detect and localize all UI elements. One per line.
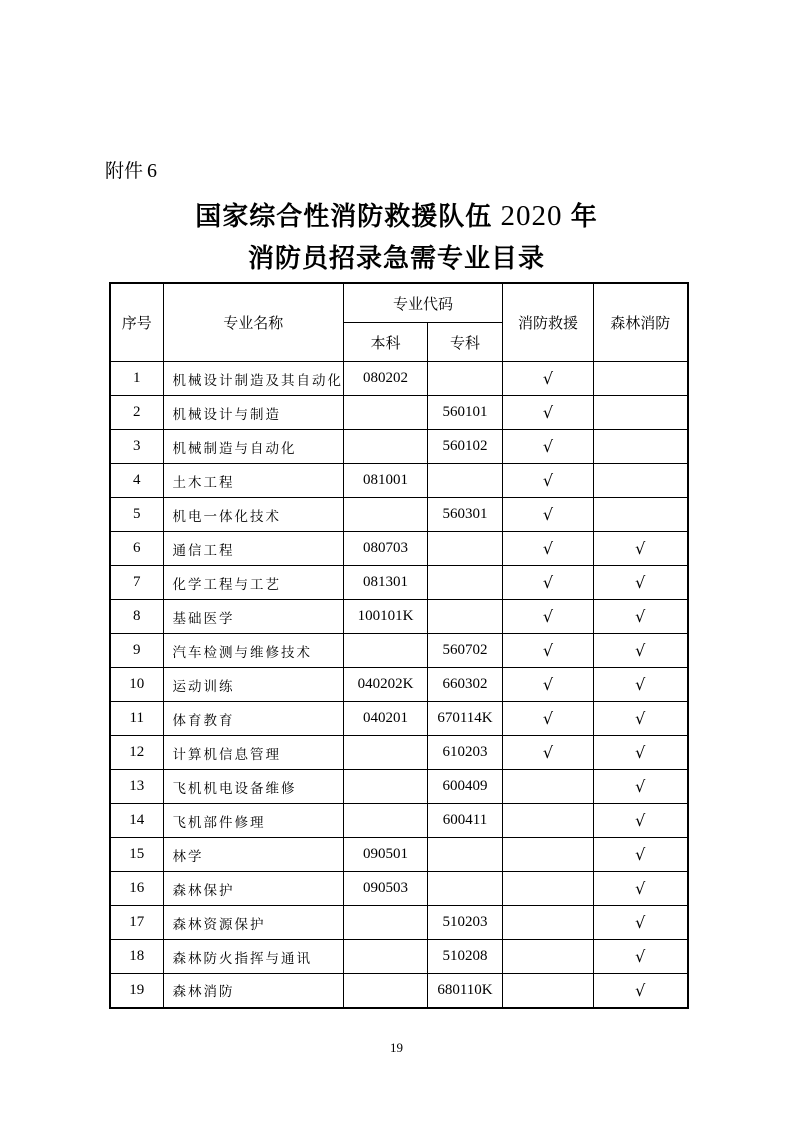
row-major-name: 森林资源保护	[163, 906, 344, 940]
row-bachelor-code: 090501	[344, 838, 428, 872]
row-bachelor-code: 090503	[344, 872, 428, 906]
row-bachelor-code: 080703	[344, 532, 428, 566]
row-associate-code: 610203	[428, 736, 503, 770]
header-major-code: 专业代码	[344, 283, 503, 323]
row-major-name: 机械制造与自动化	[163, 430, 344, 464]
row-forest-fire-check	[594, 498, 688, 532]
row-seq: 2	[110, 396, 163, 430]
table-row	[110, 872, 688, 906]
row-bachelor-code	[344, 498, 428, 532]
row-fire-rescue-check: √	[503, 668, 594, 702]
row-seq: 6	[110, 532, 163, 566]
row-associate-code	[428, 566, 503, 600]
row-fire-rescue-check	[503, 906, 594, 940]
row-bachelor-code: 100101K	[344, 600, 428, 634]
row-major-name: 化学工程与工艺	[163, 566, 344, 600]
row-seq: 5	[110, 498, 163, 532]
row-forest-fire-check: √	[594, 668, 688, 702]
row-bachelor-code	[344, 906, 428, 940]
table-row	[110, 804, 688, 838]
row-bachelor-code	[344, 634, 428, 668]
row-seq: 1	[110, 362, 163, 396]
row-fire-rescue-check: √	[503, 634, 594, 668]
table-row	[110, 430, 688, 464]
row-forest-fire-check	[594, 396, 688, 430]
header-fire-rescue: 消防救援	[503, 283, 594, 362]
row-fire-rescue-check: √	[503, 464, 594, 498]
row-associate-code	[428, 532, 503, 566]
row-major-name: 运动训练	[163, 668, 344, 702]
row-forest-fire-check: √	[594, 736, 688, 770]
table-row	[110, 770, 688, 804]
row-forest-fire-check: √	[594, 532, 688, 566]
row-forest-fire-check: √	[594, 804, 688, 838]
row-fire-rescue-check: √	[503, 396, 594, 430]
row-forest-fire-check: √	[594, 838, 688, 872]
row-major-name: 森林消防	[163, 974, 344, 1008]
row-fire-rescue-check	[503, 804, 594, 838]
header-associate: 专科	[428, 323, 503, 362]
row-forest-fire-check	[594, 362, 688, 396]
row-forest-fire-check: √	[594, 974, 688, 1008]
table-row	[110, 600, 688, 634]
row-major-name: 体育教育	[163, 702, 344, 736]
row-bachelor-code	[344, 736, 428, 770]
majors-table	[109, 282, 689, 1009]
row-associate-code: 600409	[428, 770, 503, 804]
header-seq: 序号	[110, 283, 163, 362]
row-bachelor-code: 040201	[344, 702, 428, 736]
table-row	[110, 940, 688, 974]
row-seq: 7	[110, 566, 163, 600]
table-row	[110, 362, 688, 396]
row-fire-rescue-check	[503, 974, 594, 1008]
row-bachelor-code	[344, 804, 428, 838]
row-associate-code: 510208	[428, 940, 503, 974]
row-forest-fire-check: √	[594, 872, 688, 906]
header-bachelor: 本科	[344, 323, 428, 362]
row-major-name: 飞机部件修理	[163, 804, 344, 838]
row-associate-code	[428, 872, 503, 906]
row-seq: 17	[110, 906, 163, 940]
row-major-name: 机械设计制造及其自动化	[163, 362, 344, 396]
row-major-name: 计算机信息管理	[163, 736, 344, 770]
row-forest-fire-check: √	[594, 940, 688, 974]
row-forest-fire-check: √	[594, 770, 688, 804]
title-suffix: 年	[570, 202, 598, 232]
title-prefix: 国家综合性消防救援队伍	[195, 202, 493, 232]
row-major-name: 森林保护	[163, 872, 344, 906]
row-forest-fire-check: √	[594, 600, 688, 634]
header-forest-fire: 森林消防	[594, 283, 688, 362]
row-associate-code: 560702	[428, 634, 503, 668]
row-bachelor-code	[344, 974, 428, 1008]
row-seq: 3	[110, 430, 163, 464]
row-fire-rescue-check: √	[503, 498, 594, 532]
row-bachelor-code: 081301	[344, 566, 428, 600]
row-seq: 10	[110, 668, 163, 702]
row-seq: 12	[110, 736, 163, 770]
row-fire-rescue-check	[503, 940, 594, 974]
row-associate-code	[428, 838, 503, 872]
row-associate-code: 660302	[428, 668, 503, 702]
row-major-name: 林学	[163, 838, 344, 872]
row-forest-fire-check	[594, 430, 688, 464]
document-title-line-2: 消防员招录急需专业目录	[247, 244, 545, 274]
row-associate-code	[428, 464, 503, 498]
row-forest-fire-check: √	[594, 702, 688, 736]
row-forest-fire-check: √	[594, 634, 688, 668]
row-forest-fire-check	[594, 464, 688, 498]
row-associate-code	[428, 362, 503, 396]
row-bachelor-code	[344, 770, 428, 804]
row-forest-fire-check: √	[594, 906, 688, 940]
row-bachelor-code: 040202K	[344, 668, 428, 702]
row-fire-rescue-check: √	[503, 566, 594, 600]
row-major-name: 机械设计与制造	[163, 396, 344, 430]
row-seq: 16	[110, 872, 163, 906]
attachment-label	[105, 156, 157, 183]
row-fire-rescue-check: √	[503, 532, 594, 566]
row-bachelor-code: 081001	[344, 464, 428, 498]
row-bachelor-code	[344, 940, 428, 974]
table-row	[110, 464, 688, 498]
row-fire-rescue-check: √	[503, 430, 594, 464]
row-fire-rescue-check	[503, 838, 594, 872]
row-seq: 9	[110, 634, 163, 668]
attachment-text: 附件	[105, 160, 144, 182]
row-bachelor-code	[344, 396, 428, 430]
row-seq: 15	[110, 838, 163, 872]
table-row	[110, 668, 688, 702]
row-seq: 8	[110, 600, 163, 634]
row-associate-code: 560301	[428, 498, 503, 532]
table-row	[110, 498, 688, 532]
table-row	[110, 634, 688, 668]
table-row	[110, 396, 688, 430]
row-associate-code: 670114K	[428, 702, 503, 736]
row-seq: 18	[110, 940, 163, 974]
header-major-name: 专业名称	[163, 283, 344, 362]
row-associate-code	[428, 600, 503, 634]
table-row	[110, 532, 688, 566]
row-fire-rescue-check: √	[503, 362, 594, 396]
row-bachelor-code: 080202	[344, 362, 428, 396]
table-row	[110, 838, 688, 872]
row-major-name: 汽车检测与维修技术	[163, 634, 344, 668]
table-row	[110, 736, 688, 770]
row-fire-rescue-check: √	[503, 702, 594, 736]
table-row	[110, 566, 688, 600]
row-fire-rescue-check	[503, 872, 594, 906]
row-associate-code: 560102	[428, 430, 503, 464]
row-fire-rescue-check: √	[503, 736, 594, 770]
row-major-name: 通信工程	[163, 532, 344, 566]
page-number: 19	[390, 1040, 403, 1055]
table-row	[110, 906, 688, 940]
row-seq: 13	[110, 770, 163, 804]
row-associate-code: 680110K	[428, 974, 503, 1008]
row-seq: 4	[110, 464, 163, 498]
row-major-name: 飞机机电设备维修	[163, 770, 344, 804]
row-seq: 19	[110, 974, 163, 1008]
table-row	[110, 702, 688, 736]
row-seq: 14	[110, 804, 163, 838]
row-major-name: 基础医学	[163, 600, 344, 634]
row-seq: 11	[110, 702, 163, 736]
title-year: 2020	[492, 200, 571, 232]
attachment-number: 6	[147, 160, 158, 182]
row-fire-rescue-check	[503, 770, 594, 804]
row-major-name: 森林防火指挥与通讯	[163, 940, 344, 974]
row-fire-rescue-check: √	[503, 600, 594, 634]
row-associate-code: 510203	[428, 906, 503, 940]
row-associate-code: 600411	[428, 804, 503, 838]
row-major-name: 土木工程	[163, 464, 344, 498]
row-associate-code: 560101	[428, 396, 503, 430]
table-row	[110, 974, 688, 1008]
row-major-name: 机电一体化技术	[163, 498, 344, 532]
row-forest-fire-check: √	[594, 566, 688, 600]
document-title-line-1	[0, 196, 793, 233]
row-bachelor-code	[344, 430, 428, 464]
